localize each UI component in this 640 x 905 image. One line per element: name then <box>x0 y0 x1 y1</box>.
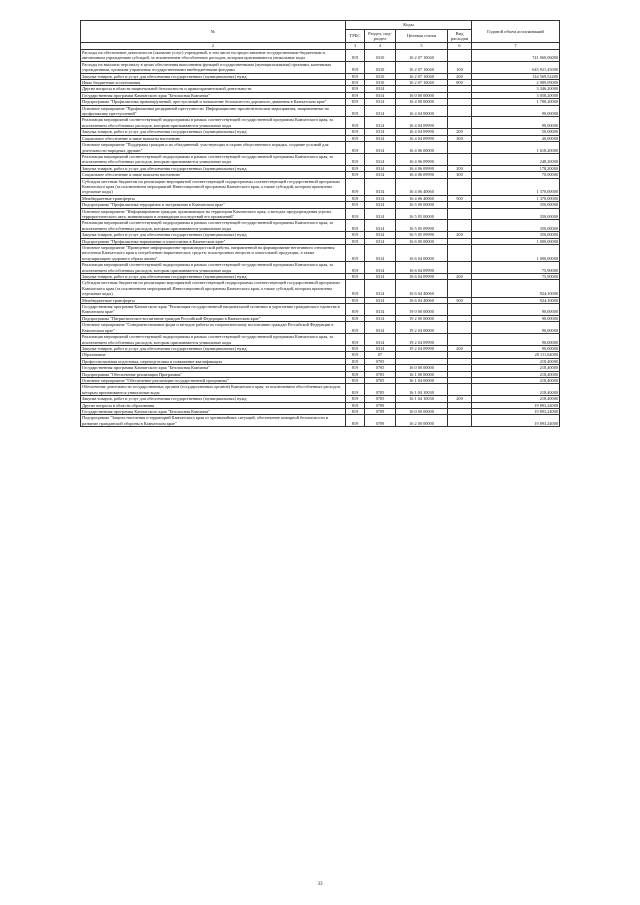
table-row <box>81 220 560 232</box>
row-grbs: 819 <box>346 117 365 129</box>
row-target-code: 16 4 04 00000 <box>396 105 448 117</box>
table-row <box>81 280 560 297</box>
row-grbs: 819 <box>346 358 365 364</box>
row-amount: 75,90000 <box>472 262 560 274</box>
table-row <box>81 142 560 154</box>
column-number: 5 <box>396 43 448 50</box>
row-expense-type: 200 <box>448 345 472 351</box>
table-row <box>81 334 560 346</box>
row-target-code: 19 2 04 00000 <box>396 322 448 334</box>
row-target-code: 16 2 07 10040 <box>396 50 448 62</box>
table-row <box>81 415 560 427</box>
row-section: 0705 <box>365 365 396 371</box>
row-name: Подпрограмма "Патриотическое воспитание граждан Российской Федерации в Камчатском крае" <box>81 315 346 321</box>
header-type: Вид расходов <box>448 30 472 43</box>
table-row <box>81 105 560 117</box>
row-name: Подпрограмма "Профилактика наркомании и алкоголизма в Камчатском крае" <box>81 238 346 244</box>
row-amount: 1 000,00000 <box>472 245 560 262</box>
row-section: 0709 <box>365 402 396 408</box>
row-amount: 90,00000 <box>472 322 560 334</box>
row-section: 0314 <box>365 105 396 117</box>
row-name: Расходы на выплаты персоналу в целях обеспечения выполнения функций государственными (муниципальными) органами, казенными учреждениями, органами управления государственными внебюджетными фондами <box>81 61 346 73</box>
row-section: 0310 <box>365 80 396 86</box>
row-target-code: 19 0 00 00000 <box>396 304 448 316</box>
row-target-code: 16 4 04 09990 <box>396 135 448 141</box>
row-name: Закупка товаров, работ и услуг для обеспечения государственных (муниципальных) нужд <box>81 73 346 79</box>
row-target-code: 16 6 04 40060 <box>396 297 448 303</box>
row-target-code: 16 6 04 09990 <box>396 274 448 280</box>
row-expense-type: 800 <box>448 80 472 86</box>
row-expense-type: 200 <box>448 73 472 79</box>
row-target-code: 16 1 04 00000 <box>396 377 448 383</box>
row-target-code: 16 4 04 09990 <box>396 129 448 135</box>
row-target-code: 16 2 07 10040 <box>396 80 448 86</box>
row-amount: 350,00000 <box>472 202 560 208</box>
row-amount: 178,20000 <box>472 165 560 171</box>
row-target-code: 16 4 06 00000 <box>396 142 448 154</box>
row-amount: 90,00000 <box>472 345 560 351</box>
row-grbs: 819 <box>346 408 365 414</box>
row-grbs: 819 <box>346 304 365 316</box>
row-expense-type <box>448 153 472 165</box>
row-amount: 90,00000 <box>472 315 560 321</box>
row-name: Подпрограмма "Профилактика правонарушений, преступлений и повышение безопасности дорожного движения в Камчатском крае" <box>81 99 346 105</box>
header-target: Целевая статья <box>396 30 448 43</box>
table-row <box>81 178 560 195</box>
row-expense-type <box>448 334 472 346</box>
table-row <box>81 117 560 129</box>
row-amount: 1 000,00000 <box>472 238 560 244</box>
row-name: Другие вопросы в области образования <box>81 402 346 408</box>
row-grbs: 819 <box>346 202 365 208</box>
row-expense-type <box>448 304 472 316</box>
row-expense-type <box>448 105 472 117</box>
row-amount: 924,10000 <box>472 280 560 297</box>
row-name: Реализация мероприятий соответствующей подпрограммы в рамках соответствующей государственной программы Камчатского края, за исключением обособленных расходов, которым присваиваются уникальные коды <box>81 117 346 129</box>
row-target-code: 16 2 00 00000 <box>396 415 448 427</box>
row-target-code: 19 2 04 09990 <box>396 345 448 351</box>
row-section: 0314 <box>365 208 396 220</box>
row-amount: 218,40000 <box>472 365 560 371</box>
page-number: 33 <box>317 882 323 887</box>
row-target-code: 16 4 06 09990 <box>396 153 448 165</box>
row-name: Основное мероприятие "Совершенствование форм и методов работы по патриотическому воспитанию граждан Российской Федерации в Камчатском крае" <box>81 322 346 334</box>
row-expense-type <box>448 245 472 262</box>
header-no: № <box>81 21 346 43</box>
row-target-code: 16 4 06 09990 <box>396 172 448 178</box>
row-section: 0314 <box>365 322 396 334</box>
row-target-code: 16 5 00 00000 <box>396 202 448 208</box>
row-name: Основное мероприятие "Проведение информационно-пропагандистской работы, направленной на формирование негативного отношения населения Камчатского края к потреблению наркотических средств, психотропных веществ и алкогольной продукции, а также популяризацию здорового образа жизни" <box>81 245 346 262</box>
row-target-code: 16 4 06 40060 <box>396 178 448 195</box>
row-target-code: 16 6 04 09990 <box>396 262 448 274</box>
row-amount: 1 370,00000 <box>472 195 560 201</box>
row-name: Государственная программа Камчатского края "Реализация государственной национальной политики и укрепление гражданского единства в Камчатском крае" <box>81 304 346 316</box>
row-grbs: 819 <box>346 135 365 141</box>
row-amount: 19 893,24000 <box>472 402 560 408</box>
row-name: Расходы на обеспечение деятельности (оказание услуг) учреждений, в том числе на предоставление государственным бюджетным и автономным учреждениям субсидий, за исключением обособленных расходов, которым присваиваются уникальные коды <box>81 50 346 62</box>
row-expense-type: 200 <box>448 274 472 280</box>
header-section: Раздел, под-раздел <box>365 30 396 43</box>
row-amount: 218,40000 <box>472 377 560 383</box>
row-section: 0709 <box>365 408 396 414</box>
row-amount: 3 346,20000 <box>472 86 560 92</box>
row-grbs: 819 <box>346 402 365 408</box>
row-section: 0314 <box>365 280 396 297</box>
row-section: 0314 <box>365 220 396 232</box>
row-name: Подпрограмма "Профилактика терроризма и экстремизма в Камчатском крае" <box>81 202 346 208</box>
table-body <box>81 43 560 427</box>
row-expense-type: 500 <box>448 195 472 201</box>
row-amount: 924,10000 <box>472 297 560 303</box>
row-grbs: 819 <box>346 274 365 280</box>
row-section: 0705 <box>365 384 396 396</box>
row-target-code: 16 1 00 00000 <box>396 371 448 377</box>
row-section: 0314 <box>365 165 396 171</box>
row-amount: 20 111,64000 <box>472 352 560 358</box>
row-section: 0314 <box>365 297 396 303</box>
row-section: 0314 <box>365 345 396 351</box>
row-grbs: 819 <box>346 245 365 262</box>
row-section: 0314 <box>365 304 396 316</box>
row-name: Основное мероприятие "Обеспечение реализации государственной программы" <box>81 377 346 383</box>
row-amount: 350,00000 <box>472 220 560 232</box>
row-section: 0310 <box>365 73 396 79</box>
row-grbs: 819 <box>346 165 365 171</box>
row-expense-type <box>448 415 472 427</box>
table-row <box>81 208 560 220</box>
row-target-code: 16 4 00 00000 <box>396 99 448 105</box>
row-name: Государственная программа Камчатского края "Безопасная Камчатка" <box>81 92 346 98</box>
row-grbs: 819 <box>346 178 365 195</box>
row-target-code: 16 0 00 00000 <box>396 92 448 98</box>
row-amount: 50,00000 <box>472 129 560 135</box>
row-name: Иные бюджетные ассигнования <box>81 80 346 86</box>
row-name: Подпрограмма "Защита населения и территорий Камчатского края от чрезвычайных ситуаций, обеспечение пожарной безопасности и развитие гражданской обороны в Камчатском крае" <box>81 415 346 427</box>
row-expense-type: 300 <box>448 135 472 141</box>
row-amount: 144 569,52400 <box>472 73 560 79</box>
row-name: Подпрограмма "Обеспечение реализации Программы" <box>81 371 346 377</box>
row-expense-type: 100 <box>448 61 472 73</box>
row-name: Реализация мероприятий соответствующей подпрограммы в рамках соответствующей государственной программы Камчатского края, за исключением обособленных расходов, которым присваиваются уникальные коды <box>81 220 346 232</box>
table-row <box>81 50 560 62</box>
row-grbs: 819 <box>346 105 365 117</box>
column-number: 7 <box>472 43 560 50</box>
row-grbs: 819 <box>346 297 365 303</box>
row-grbs: 819 <box>346 99 365 105</box>
row-target-code: 16 2 07 10040 <box>396 61 448 73</box>
row-amount: 75,90000 <box>472 274 560 280</box>
row-section: 0314 <box>365 238 396 244</box>
row-name: Закупка товаров, работ и услуг для обеспечения государственных (муниципальных) нужд <box>81 232 346 238</box>
row-target-code: 16 0 00 00000 <box>396 365 448 371</box>
row-grbs: 819 <box>346 352 365 358</box>
row-amount: 90,00000 <box>472 334 560 346</box>
row-grbs: 819 <box>346 345 365 351</box>
row-grbs: 819 <box>346 50 365 62</box>
budget-table <box>80 20 560 427</box>
row-name: Закупка товаров, работ и услуг для обеспечения государственных (муниципальных) нужд <box>81 129 346 135</box>
row-expense-type: 200 <box>448 165 472 171</box>
row-section: 0314 <box>365 172 396 178</box>
row-amount: 2 989,09000 <box>472 80 560 86</box>
row-grbs: 819 <box>346 153 365 165</box>
row-section: 0314 <box>365 135 396 141</box>
row-section: 0314 <box>365 129 396 135</box>
row-grbs: 819 <box>346 262 365 274</box>
row-section: 0705 <box>365 371 396 377</box>
table-row <box>81 153 560 165</box>
row-amount: 19 893,24000 <box>472 415 560 427</box>
row-name: Образование <box>81 352 346 358</box>
column-number: 2 <box>81 43 346 50</box>
row-grbs: 819 <box>346 384 365 396</box>
row-grbs: 819 <box>346 415 365 427</box>
row-name: Субсидии местным бюджетам на реализацию мероприятий соответствующей подпрограммы соответствующей государственной программы Камчатского края (за исключением мероприятий Инвестиционной программы Камчатского края, а также субсидий, которым присвоены отдельные коды) <box>81 280 346 297</box>
row-target-code: 16 4 06 09990 <box>396 165 448 171</box>
row-amount: 218,40000 <box>472 371 560 377</box>
row-target-code: 16 6 00 00000 <box>396 238 448 244</box>
row-amount: 741 060,06000 <box>472 50 560 62</box>
row-grbs: 819 <box>346 238 365 244</box>
row-expense-type <box>448 322 472 334</box>
row-target-code: 16 1 04 10030 <box>396 384 448 396</box>
row-grbs: 819 <box>346 142 365 154</box>
column-number: 4 <box>365 43 396 50</box>
row-amount: 90,00000 <box>472 304 560 316</box>
row-target-code: 19 2 04 09990 <box>396 334 448 346</box>
row-name: Закупка товаров, работ и услуг для обеспечения государственных (муниципальных) нужд <box>81 274 346 280</box>
row-grbs: 819 <box>346 334 365 346</box>
row-target-code: 16 4 06 40060 <box>396 195 448 201</box>
row-name: Основное мероприятие "Поддержка граждан и их объединений, участвующих в охране общественного порядка, создание условий для деятельности народных дружин" <box>81 142 346 154</box>
row-section: 0314 <box>365 92 396 98</box>
header-grbs: ГРБС <box>346 30 365 43</box>
row-amount: 1 370,00000 <box>472 178 560 195</box>
row-name: Межбюджетные трансферты <box>81 297 346 303</box>
row-section: 0705 <box>365 358 396 364</box>
row-name: Государственная программа Камчатского края "Безопасная Камчатка" <box>81 365 346 371</box>
row-grbs: 819 <box>346 322 365 334</box>
row-name: Обеспечение деятельности государственных органов (государственных органов) Камчатского края, за исключением обособленных расходов, которым присваиваются уникальные коды <box>81 384 346 396</box>
row-target-code: 16 1 04 10030 <box>396 396 448 402</box>
row-amount: 248,20000 <box>472 153 560 165</box>
row-section: 0314 <box>365 117 396 129</box>
row-section: 0314 <box>365 232 396 238</box>
row-grbs: 819 <box>346 371 365 377</box>
row-expense-type: 200 <box>448 232 472 238</box>
row-expense-type: 200 <box>448 396 472 402</box>
row-section: 0705 <box>365 396 396 402</box>
row-section: 0314 <box>365 274 396 280</box>
table-row <box>81 384 560 396</box>
row-amount: 1 708,20000 <box>472 99 560 105</box>
row-expense-type <box>448 50 472 62</box>
row-grbs: 819 <box>346 232 365 238</box>
row-target-code: 16 6 04 00000 <box>396 245 448 262</box>
row-amount: 218,40000 <box>472 358 560 364</box>
row-section: 07 <box>365 352 396 358</box>
row-amount: 90,00000 <box>472 117 560 129</box>
row-expense-type <box>448 262 472 274</box>
row-section: 0314 <box>365 178 396 195</box>
row-target-code: 16 0 00 00000 <box>396 408 448 414</box>
row-name: Профессиональная подготовка, переподготовка и повышение квалификации <box>81 358 346 364</box>
row-expense-type <box>448 178 472 195</box>
budget-table-sheet <box>80 20 559 427</box>
row-grbs: 819 <box>346 92 365 98</box>
row-grbs: 819 <box>346 315 365 321</box>
row-amount: 1 618,20000 <box>472 142 560 154</box>
row-name: Реализация мероприятий соответствующей подпрограммы в рамках соответствующей государственной программы Камчатского края, за исключением обособленных расходов, которым присваиваются уникальные коды <box>81 334 346 346</box>
row-grbs: 819 <box>346 61 365 73</box>
row-name: Закупка товаров, работ и услуг для обеспечения государственных (муниципальных) нужд <box>81 345 346 351</box>
row-section: 0314 <box>365 195 396 201</box>
column-number-row <box>81 43 560 50</box>
row-amount: 643 921,45000 <box>472 61 560 73</box>
table-row <box>81 262 560 274</box>
row-grbs: 819 <box>346 396 365 402</box>
row-grbs: 819 <box>346 365 365 371</box>
row-grbs: 819 <box>346 172 365 178</box>
row-grbs: 819 <box>346 195 365 201</box>
row-grbs: 819 <box>346 73 365 79</box>
row-amount: 218,40000 <box>472 384 560 396</box>
row-amount: 218,40000 <box>472 396 560 402</box>
row-target-code: 16 5 05 09990 <box>396 232 448 238</box>
row-name: Социальное обеспечение и иные выплаты населению <box>81 172 346 178</box>
row-name: Субсидии местным бюджетам на реализацию мероприятий соответствующей подпрограммы соответствующей государственной программы Камчатского края (за исключением мероприятий Инвестиционной программы Камчатского края, а также субсидий, которым присвоены отдельные коды) <box>81 178 346 195</box>
row-section: 0314 <box>365 262 396 274</box>
row-section: 0310 <box>365 50 396 62</box>
row-amount: 350,00000 <box>472 208 560 220</box>
row-name: Закупка товаров, работ и услуг для обеспечения государственных (муниципальных) нужд <box>81 396 346 402</box>
row-section: 0314 <box>365 315 396 321</box>
row-target-code: 16 5 05 09990 <box>396 220 448 232</box>
row-name: Основное мероприятие "Профилактика рецидивной преступности. Информационно-просветительские мероприятия, направленные на профилактику преступлений" <box>81 105 346 117</box>
row-expense-type: 500 <box>448 297 472 303</box>
row-target-code: 16 6 04 40060 <box>396 280 448 297</box>
row-name: Межбюджетные трансферты <box>81 195 346 201</box>
row-name: Социальное обеспечение и иные выплаты населению <box>81 135 346 141</box>
row-target-code: 16 4 04 09990 <box>396 117 448 129</box>
row-section: 0709 <box>365 415 396 427</box>
row-name: Реализация мероприятий соответствующей подпрограммы в рамках соответствующей государственной программы Камчатского края, за исключением обособленных расходов, которым присваиваются уникальные коды <box>81 153 346 165</box>
row-name: Государственная программа Камчатского края "Безопасная Камчатка" <box>81 408 346 414</box>
row-expense-type <box>448 117 472 129</box>
row-amount: 70,00000 <box>472 172 560 178</box>
row-expense-type <box>448 142 472 154</box>
row-grbs: 819 <box>346 377 365 383</box>
row-expense-type <box>448 220 472 232</box>
row-grbs: 819 <box>346 86 365 92</box>
row-expense-type <box>448 280 472 297</box>
column-number: 6 <box>448 43 472 50</box>
row-amount: 19 893,24000 <box>472 408 560 414</box>
row-section: 0314 <box>365 99 396 105</box>
row-grbs: 819 <box>346 208 365 220</box>
row-name: Закупка товаров, работ и услуг для обеспечения государственных (муниципальных) нужд <box>81 165 346 171</box>
row-expense-type <box>448 208 472 220</box>
row-section: 0314 <box>365 202 396 208</box>
row-section: 0314 <box>365 245 396 262</box>
row-expense-type: 300 <box>448 172 472 178</box>
header-codes: Коды <box>346 21 472 30</box>
row-amount: 90,00000 <box>472 105 560 117</box>
table-row <box>81 304 560 316</box>
row-section: 0314 <box>365 86 396 92</box>
row-grbs: 819 <box>346 280 365 297</box>
row-grbs: 819 <box>346 129 365 135</box>
row-section: 0310 <box>365 61 396 73</box>
row-name: Основное мероприятие "Информирование граждан, проживающих на территории Камчатского края, о методах предупреждения угрозы террористического акта, минимизации и ликвидации последствий его проявлений" <box>81 208 346 220</box>
row-grbs: 819 <box>346 80 365 86</box>
row-name: Реализация мероприятий соответствующей подпрограммы в рамках соответствующей государственной программы Камчатского края, за исключением обособленных расходов, которым присваиваются уникальные коды <box>81 262 346 274</box>
row-amount: 3 058,20000 <box>472 92 560 98</box>
row-amount: 40,00000 <box>472 135 560 141</box>
table-row <box>81 61 560 73</box>
table-row <box>81 245 560 262</box>
table-row <box>81 322 560 334</box>
row-section: 0314 <box>365 334 396 346</box>
row-target-code: 16 5 05 00000 <box>396 208 448 220</box>
row-name: Другие вопросы в области национальной безопасности и правоохранительной деятельности <box>81 86 346 92</box>
row-amount: 350,00000 <box>472 232 560 238</box>
row-section: 0314 <box>365 142 396 154</box>
row-section: 0705 <box>365 377 396 383</box>
row-target-code: 16 2 07 10040 <box>396 73 448 79</box>
row-expense-type: 200 <box>448 129 472 135</box>
row-grbs: 819 <box>346 220 365 232</box>
row-expense-type <box>448 384 472 396</box>
row-target-code: 19 2 00 00000 <box>396 315 448 321</box>
header-amount: Годовой объем ассигнований <box>472 21 560 43</box>
row-section: 0314 <box>365 153 396 165</box>
column-number: 3 <box>346 43 365 50</box>
